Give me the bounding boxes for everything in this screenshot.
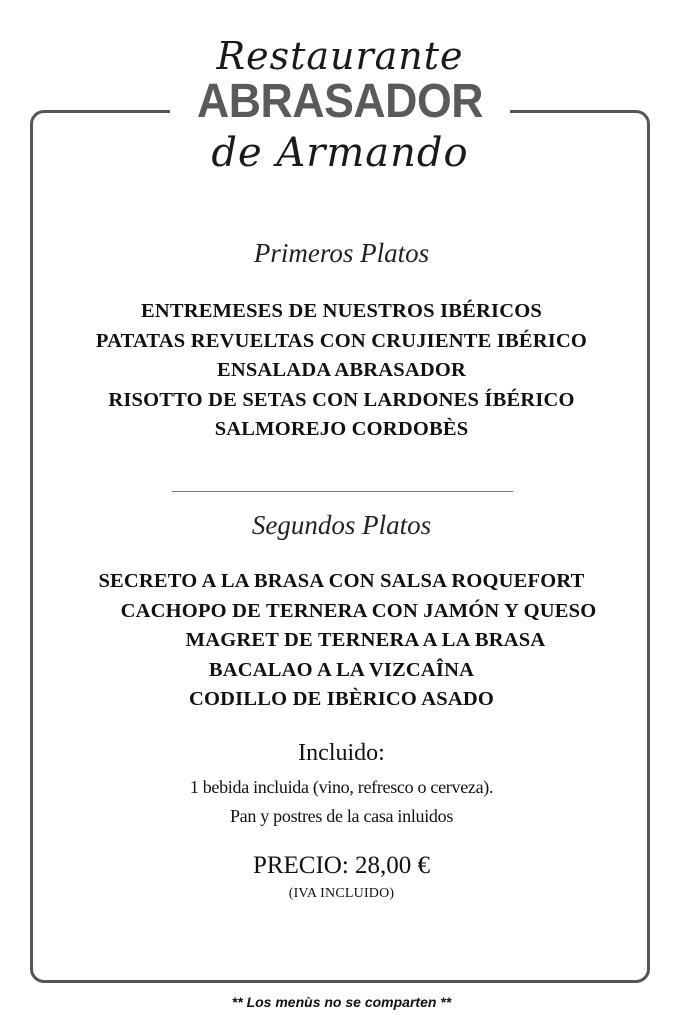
second-course-list — [0, 567, 683, 715]
vat-note: (IVA INCLUIDO) — [288, 886, 395, 901]
logo-abrasador-text: ABRASADOR — [197, 75, 483, 128]
dish-item: RISOTTO DE SETAS CON LARDONES ÍBÉRICO — [108, 388, 575, 411]
dish-item: ENSALADA ABRASADOR — [216, 359, 467, 381]
first-course-title: Primeros Platos — [253, 238, 430, 268]
included-title: Incluido: — [298, 740, 385, 766]
dish-item: MAGRET DE TERNERA A LA BRASA — [185, 629, 546, 651]
price-label: PRECIO: 28,00 € — [252, 852, 431, 879]
included-bread-line: Pan y postres de la casa inluidos — [229, 806, 454, 826]
dish-item: CACHOPO DE TERNERA CON JAMÓN Y QUESO — [120, 599, 597, 622]
logo-armando-text: de Armando — [211, 130, 469, 176]
second-course-title: Segundos Platos — [251, 510, 432, 540]
dish-item: SALMOREJO CORDOBÈS — [214, 418, 469, 440]
first-course-list — [0, 297, 683, 445]
dish-item: CODILLO DE IBÈRICO ASADO — [189, 688, 494, 710]
footnote: ** Los menùs no se comparten ** — [231, 994, 452, 1010]
section-divider — [172, 491, 513, 492]
dish-item: PATATAS REVUELTAS CON CRUJIENTE IBÉRICO — [95, 329, 588, 352]
logo-restaurante-text: Restaurante — [216, 34, 464, 78]
dish-item: SECRETO A LA BRASA CON SALSA ROQUEFORT — [98, 570, 585, 592]
restaurant-logo — [170, 30, 510, 200]
included-drink-line: 1 bebida incluida (vino, refresco o cerveza). — [189, 777, 494, 797]
dish-item: BACALAO A LA VIZCAÎNA — [208, 658, 475, 681]
dish-item: ENTREMESES DE NUESTROS IBÉRICOS — [141, 300, 542, 322]
